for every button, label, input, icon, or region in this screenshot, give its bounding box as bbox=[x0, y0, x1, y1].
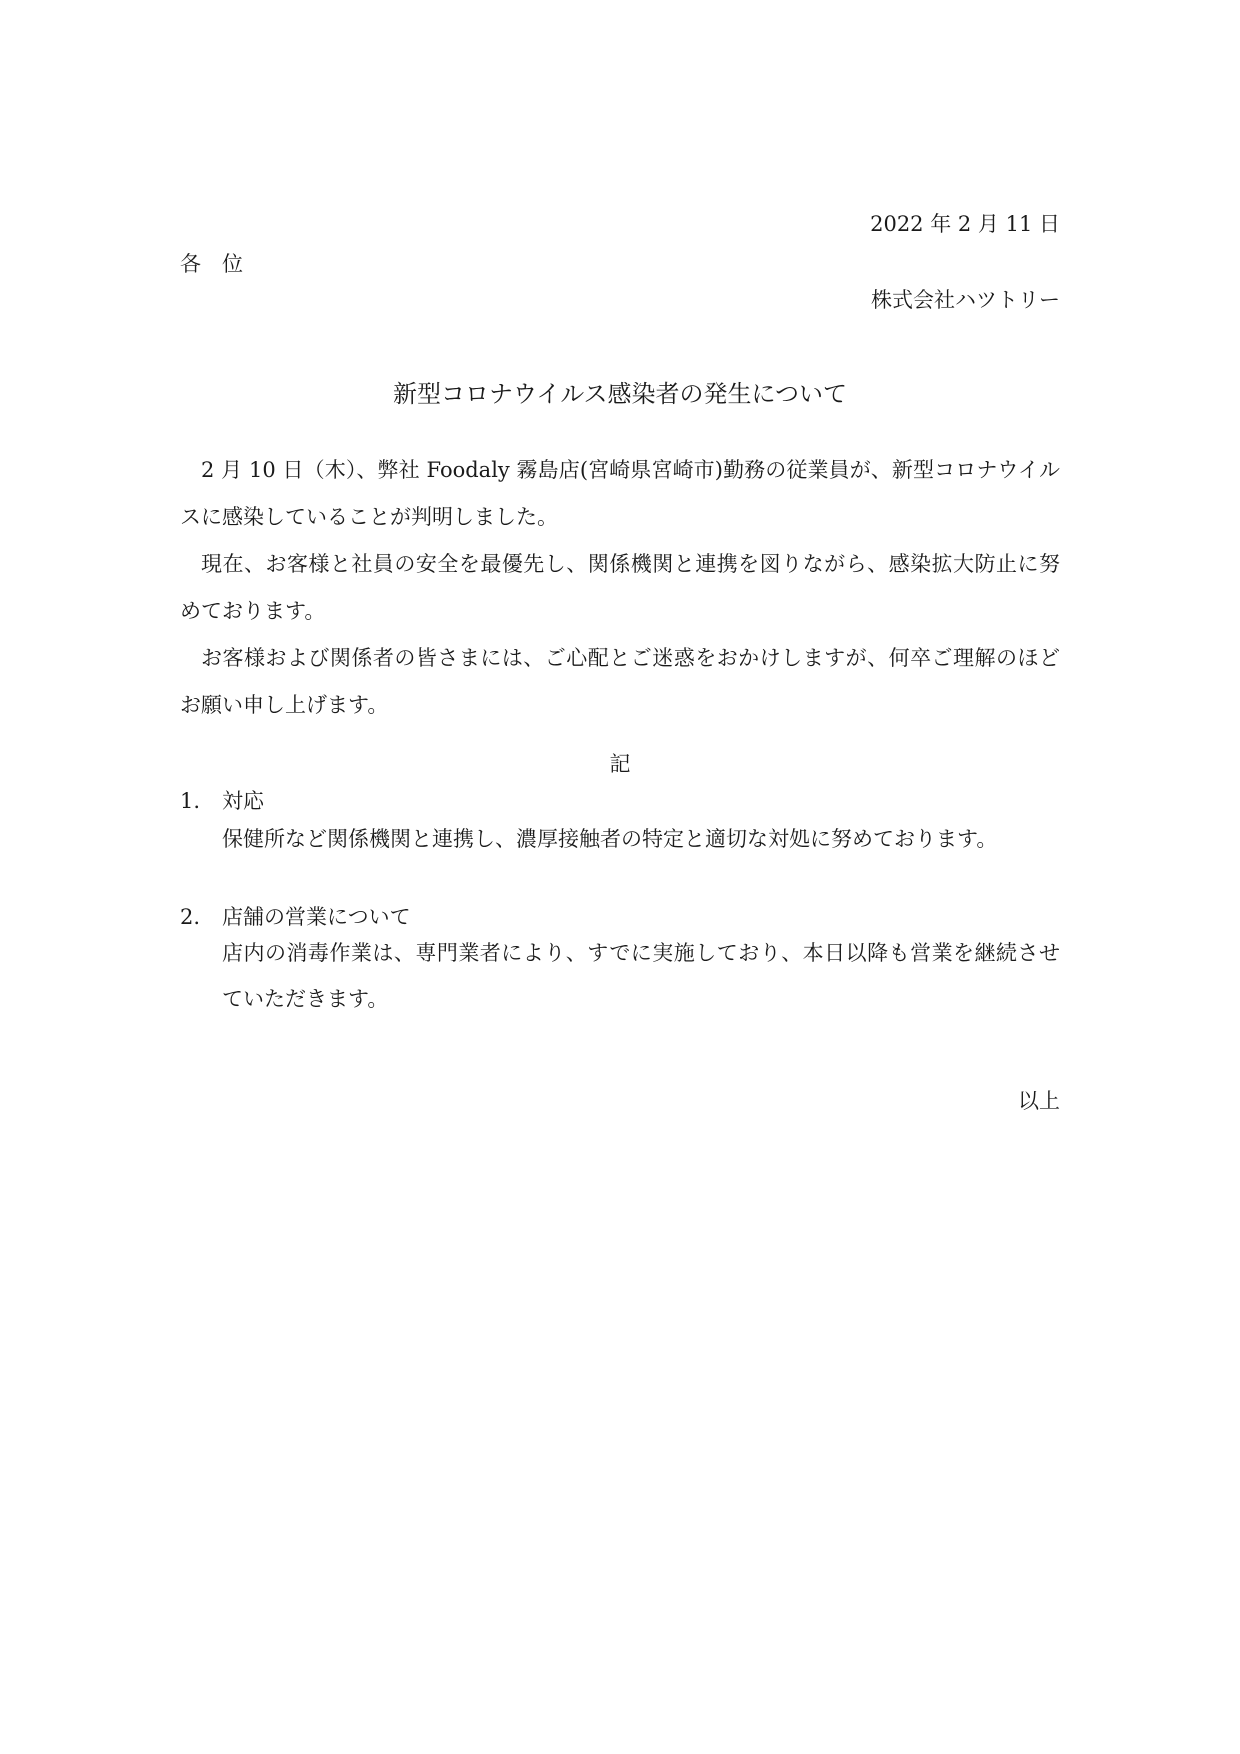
item-2-body: 店内の消毒作業は、専門業者により、すでに実施しており、本日以降も営業を継続させていただきます。 bbox=[222, 941, 1060, 1011]
item-1-body: 保健所など関係機関と連携し、濃厚接触者の特定と適切な対処に努めております。 bbox=[222, 827, 998, 851]
paragraph-3: お客様および関係者の皆さまには、ご心配とご迷惑をおかけしますが、何卒ご理解のほどお願い申し上げます。 bbox=[180, 646, 1060, 717]
item-2-heading: 店舗の営業について bbox=[222, 905, 411, 929]
item-1-heading: 対応 bbox=[222, 789, 264, 813]
paragraph-2: 現在、お客様と社員の安全を最優先し、関係機関と連携を図りながら、感染拡大防止に努めております。 bbox=[180, 552, 1060, 623]
item-1-number: 1. bbox=[180, 789, 201, 813]
paragraph-1: 2 月 10 日（木）、弊社 Foodaly 霧島店(宮崎県宮崎市)勤務の従業員が、新型コロナウイルスに感染していることが判明しました。 bbox=[180, 458, 1060, 529]
company-name: 株式会社ハツトリー bbox=[871, 288, 1060, 312]
document-title: 新型コロナウイルス感染者の発生について bbox=[392, 380, 848, 408]
addressee: 各 位 bbox=[180, 252, 243, 276]
closing-mark: 以上 bbox=[1018, 1089, 1060, 1113]
document-date: 2022 年 2 月 11 日 bbox=[870, 212, 1060, 236]
ki-mark: 記 bbox=[609, 752, 631, 776]
item-2-number: 2. bbox=[180, 905, 201, 929]
